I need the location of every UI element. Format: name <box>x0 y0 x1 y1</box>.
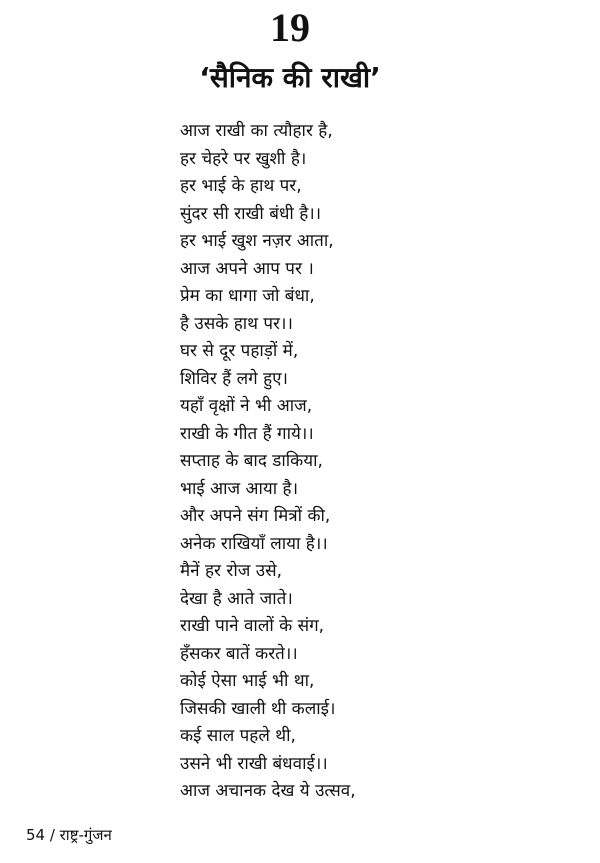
poem-line: सप्ताह के बाद डाकिया, <box>180 451 323 471</box>
poem-line: आज राखी का त्यौहार है, <box>180 121 333 141</box>
poem-body <box>180 118 580 806</box>
poem-line: अनेक राखियाँ लाया है।। <box>180 533 328 554</box>
poem-line: और अपने संग मित्रों की, <box>180 506 331 526</box>
page-footer: 54 / राष्ट्र-गुंजन <box>26 826 112 844</box>
poem-line: जिसकी खाली थी कलाई। <box>180 698 336 719</box>
poem-line: कोई ऐसा भाई भी था, <box>180 671 315 691</box>
poem-line: है उसके हाथ पर।। <box>180 313 293 334</box>
poem-line: घर से दूर पहाड़ों में, <box>180 341 299 361</box>
poem-line: कई साल पहले थी, <box>180 726 296 746</box>
poem-line: हर चेहरे पर खुशी है। <box>180 148 307 169</box>
poem-line: शिविर हैं लगे हुए। <box>180 368 288 389</box>
poem-number: 19 <box>270 5 310 50</box>
poem-line: देखा है आते जाते। <box>180 588 293 609</box>
poem-line: राखी पाने वालों के संग, <box>180 616 325 636</box>
poem-line: आज अपने आप पर । <box>180 258 314 279</box>
poem-line: हँसकर बातें करते।। <box>180 643 298 664</box>
poem-line: उसने भी राखी बंधवाई।। <box>180 753 328 774</box>
poem-line: भाई आज आया है। <box>180 478 299 499</box>
poem-line: राखी के गीत हैं गाये।। <box>180 423 314 444</box>
poem-line: प्रेम का धागा जो बंधा, <box>180 286 315 306</box>
poem-line: आज अचानक देख ये उत्सव, <box>180 781 356 801</box>
poem-title: ‘सैनिक की राखी’ <box>199 61 381 94</box>
poem-line: हर भाई खुश नज़र आता, <box>180 231 334 251</box>
poem-line: हर भाई के हाथ पर, <box>180 176 302 196</box>
poem-line: मैनें हर रोज उसे, <box>180 561 282 581</box>
poem-line: यहाँ वृक्षों ने भी आज, <box>180 396 313 416</box>
poem-line: सुंदर सी राखी बंधी है।। <box>180 203 322 224</box>
